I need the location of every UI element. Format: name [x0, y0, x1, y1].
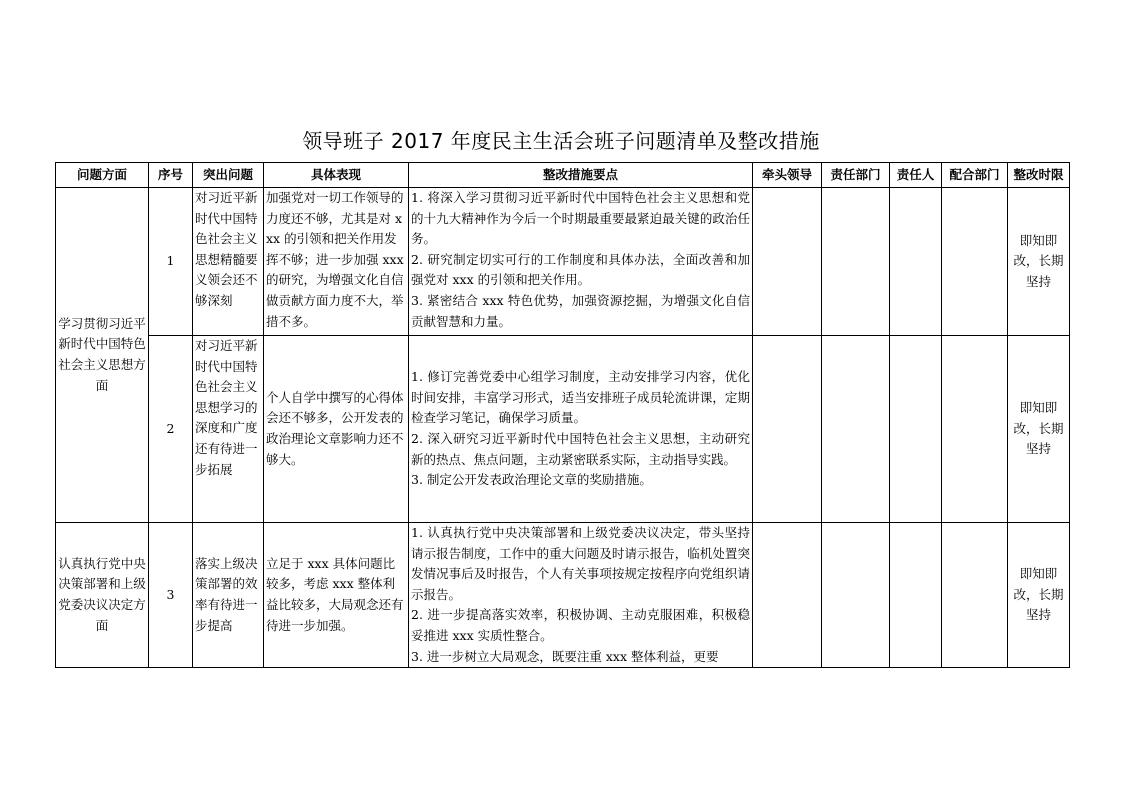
- coop-cell: [942, 188, 1008, 336]
- issue-text: 对习近平新时代中国特色社会主义思想学习的深度和广度还有待进一步拓展: [195, 338, 258, 477]
- deadline-text: 即知即改，长期坚持: [1013, 232, 1064, 289]
- detail-cell: [264, 523, 409, 668]
- measures-cell: [409, 336, 753, 523]
- measures-cell: [409, 188, 753, 336]
- seq-text: 2: [166, 420, 175, 436]
- area-cell: [56, 523, 149, 668]
- header-deadline: 整改时限: [1008, 163, 1070, 188]
- header-dept: 责任部门: [822, 163, 890, 188]
- detail-text: 个人自学中撰写的心得体会还不够多，公开发表的政治理论文章影响力还不够大。: [266, 389, 404, 467]
- deadline-cell: [1008, 523, 1070, 668]
- area-cell: [56, 188, 149, 523]
- detail-cell: [264, 336, 409, 523]
- area-text: 认真执行党中央决策部署和上级党委决议决定方面: [58, 555, 146, 633]
- header-seq: 序号: [149, 163, 193, 188]
- area-text: 学习贯彻习近平新时代中国特色社会主义思想方面: [58, 315, 146, 393]
- coop-cell: [942, 336, 1008, 523]
- seq-cell: [149, 336, 193, 523]
- header-lead: 牵头领导: [753, 163, 822, 188]
- table-header-row: [56, 163, 1070, 188]
- header-issue: 突出问题: [193, 163, 264, 188]
- issue-text: 落实上级决策部署的效率有待进一步提高: [195, 555, 258, 633]
- lead-cell: [753, 336, 822, 523]
- dept-cell: [822, 336, 890, 523]
- issue-cell: [193, 336, 264, 523]
- seq-cell: [149, 523, 193, 668]
- header-measures: 整改措施要点: [409, 163, 753, 188]
- deadline-text: 即知即改，长期坚持: [1013, 400, 1064, 457]
- issue-text: 对习近平新时代中国特色社会主义思想精髓要义领会还不够深刻: [195, 190, 258, 308]
- header-coop: 配合部门: [942, 163, 1008, 188]
- issue-cell: [193, 523, 264, 668]
- issue-cell: [193, 188, 264, 336]
- detail-text: 立足于 xxx 具体问题比较多，考虑 xxx 整体利益比较多，大局观念还有待进一步加强。: [266, 555, 404, 633]
- header-person: 责任人: [890, 163, 942, 188]
- coop-cell: [942, 523, 1008, 668]
- seq-text: 1: [166, 253, 175, 269]
- seq-text: 3: [166, 586, 175, 602]
- table-row: [56, 336, 1070, 523]
- page-title: 领导班子 2017 年度民主生活会班子问题清单及整改措施: [302, 129, 820, 153]
- measures-text: 1. 将深入学习贯彻习近平新时代中国特色社会主义思想和党的十九大精神作为今后一个时期最重要最紧迫最关键的政治任务。 2. 研究制定切实可行的工作制度和具体办法，全面改善和加强党对 xxx 的引领和把关作用。 3. 紧密结合 xxx 特色优势，加强资源挖掘，为增强文化自信贡献智慧和力量。: [411, 190, 750, 329]
- table-row: [56, 523, 1070, 668]
- lead-cell: [753, 188, 822, 336]
- detail-cell: [264, 188, 409, 336]
- table-row: [56, 188, 1070, 336]
- detail-text: 加强党对一切工作领导的力度还不够，尤其是对 xxx 的引领和把关作用发挥不够；进一步加强 xxx 的研究，为增强文化自信做贡献方面力度不大，举措不多。: [266, 190, 408, 329]
- measures-text: 1. 修订完善党委中心组学习制度，主动安排学习内容，优化时间安排，丰富学习形式，适当安排班子成员轮流讲课，定期检查学习笔记，确保学习质量。 2. 深入研究习近平新时代中国特色社会主义思想，主动研究新的热点、焦点问题，主动紧密联系实际，主动指导实践。 3. 制定公开发表政治理论文章的奖励措施。: [411, 369, 750, 488]
- deadline-text: 即知即改，长期坚持: [1013, 566, 1064, 623]
- seq-cell: [149, 188, 193, 336]
- deadline-cell: [1008, 336, 1070, 523]
- person-cell: [890, 188, 942, 336]
- dept-cell: [822, 523, 890, 668]
- lead-cell: [753, 523, 822, 668]
- measures-cell: [409, 523, 753, 668]
- problem-table: [55, 162, 1070, 668]
- header-area: 问题方面: [56, 163, 149, 188]
- header-detail: 具体表现: [264, 163, 409, 188]
- person-cell: [890, 336, 942, 523]
- person-cell: [890, 523, 942, 668]
- dept-cell: [822, 188, 890, 336]
- measures-text: 1. 认真执行党中央决策部署和上级党委决议决定，带头坚持请示报告制度，工作中的重大问题及时请示报告，临机处置突发情况事后及时报告，个人有关事项按规定按程序向党组织请示报告。 2. 进一步提高落实效率，积极协调、主动克服困难，积极稳妥推进 xxx 实质性整合。 3. 进一步树立大局观念，既要注重 xxx 整体利益，更要: [411, 525, 750, 664]
- deadline-cell: [1008, 188, 1070, 336]
